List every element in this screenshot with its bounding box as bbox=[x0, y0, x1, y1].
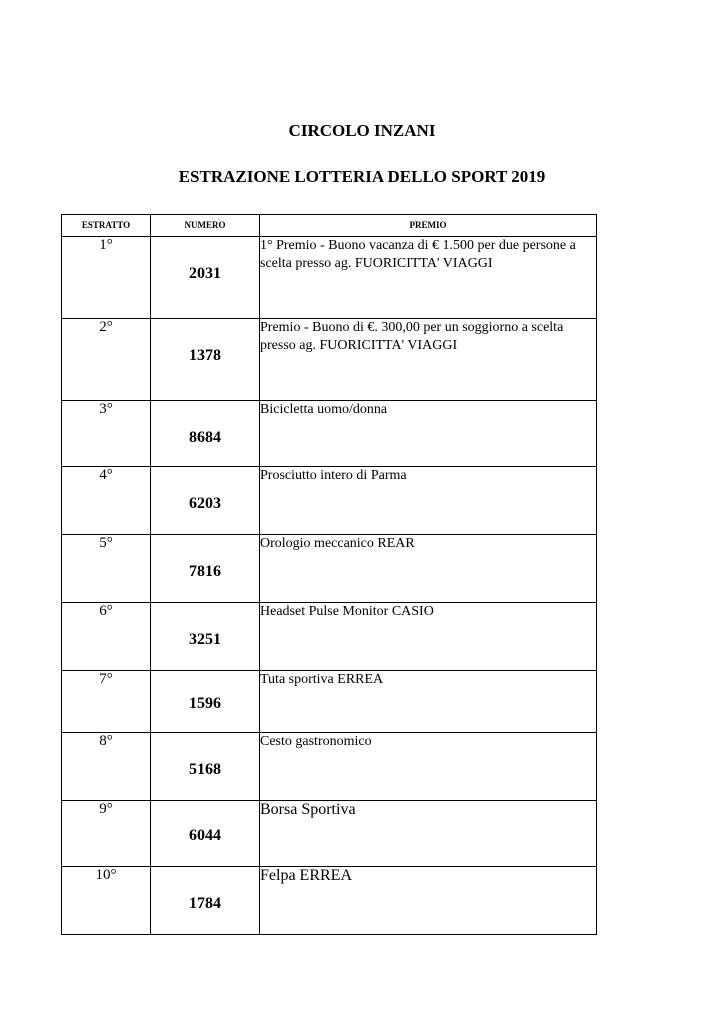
numero-cell: 6044 bbox=[151, 801, 260, 867]
estratto-cell: 10° bbox=[62, 867, 151, 935]
premio-cell bbox=[260, 319, 597, 401]
estratto-cell: 1° bbox=[62, 237, 151, 319]
premio-line: presso ag. FUORICITTA' VIAGGI bbox=[260, 338, 458, 353]
premio-line: Bicicletta uomo/donna bbox=[260, 402, 388, 417]
table-row bbox=[62, 401, 597, 467]
numero-cell: 7816 bbox=[151, 535, 260, 603]
numero-cell: 6203 bbox=[151, 467, 260, 535]
table-row bbox=[62, 319, 597, 401]
table-row bbox=[62, 733, 597, 801]
estratto-cell: 7° bbox=[62, 671, 151, 733]
numero-cell: 1784 bbox=[151, 867, 260, 935]
numero-cell: 1596 bbox=[151, 671, 260, 733]
table-row bbox=[62, 801, 597, 867]
table-row bbox=[62, 237, 597, 319]
premio-cell bbox=[260, 867, 597, 935]
premio-cell bbox=[260, 671, 597, 733]
page-title: CIRCOLO INZANI bbox=[288, 121, 436, 140]
table-header-row bbox=[62, 215, 597, 237]
premio-line: Headset Pulse Monitor CASIO bbox=[260, 604, 434, 619]
table-row bbox=[62, 535, 597, 603]
estratto-cell: 2° bbox=[62, 319, 151, 401]
estratto-cell: 4° bbox=[62, 467, 151, 535]
premio-line: Orologio meccanico REAR bbox=[260, 536, 415, 551]
premio-cell bbox=[260, 603, 597, 671]
table-row bbox=[62, 603, 597, 671]
estratto-cell: 6° bbox=[62, 603, 151, 671]
premio-cell bbox=[260, 535, 597, 603]
numero-cell: 5168 bbox=[151, 733, 260, 801]
premio-cell bbox=[260, 237, 597, 319]
premio-line: Prosciutto intero di Parma bbox=[260, 468, 407, 483]
table-row bbox=[62, 467, 597, 535]
column-header-numero: NUMERO bbox=[151, 215, 260, 237]
premio-cell bbox=[260, 801, 597, 867]
table-row bbox=[62, 671, 597, 733]
table-row bbox=[62, 867, 597, 935]
prize-table bbox=[61, 214, 597, 935]
numero-cell: 3251 bbox=[151, 603, 260, 671]
numero-cell: 8684 bbox=[151, 401, 260, 467]
premio-cell bbox=[260, 733, 597, 801]
column-header-premio: PREMIO bbox=[260, 215, 597, 237]
estratto-cell: 3° bbox=[62, 401, 151, 467]
premio-line: Tuta sportiva ERREA bbox=[260, 672, 384, 687]
premio-line: Felpa ERREA bbox=[260, 867, 352, 884]
numero-cell: 1378 bbox=[151, 319, 260, 401]
premio-line: Cesto gastronomico bbox=[260, 734, 372, 749]
premio-line: 1° Premio - Buono vacanza di € 1.500 per due persone a bbox=[260, 238, 576, 253]
premio-cell bbox=[260, 401, 597, 467]
premio-cell bbox=[260, 467, 597, 535]
estratto-cell: 9° bbox=[62, 801, 151, 867]
numero-cell: 2031 bbox=[151, 237, 260, 319]
premio-line: Premio - Buono di €. 300,00 per un soggiorno a scelta bbox=[260, 320, 564, 335]
premio-line: Borsa Sportiva bbox=[260, 801, 356, 818]
page-subtitle: ESTRAZIONE LOTTERIA DELLO SPORT 2019 bbox=[178, 167, 546, 186]
estratto-cell: 8° bbox=[62, 733, 151, 801]
column-header-estratto: ESTRATTO bbox=[62, 215, 151, 237]
estratto-cell: 5° bbox=[62, 535, 151, 603]
premio-line: scelta presso ag. FUORICITTA' VIAGGI bbox=[260, 256, 493, 271]
